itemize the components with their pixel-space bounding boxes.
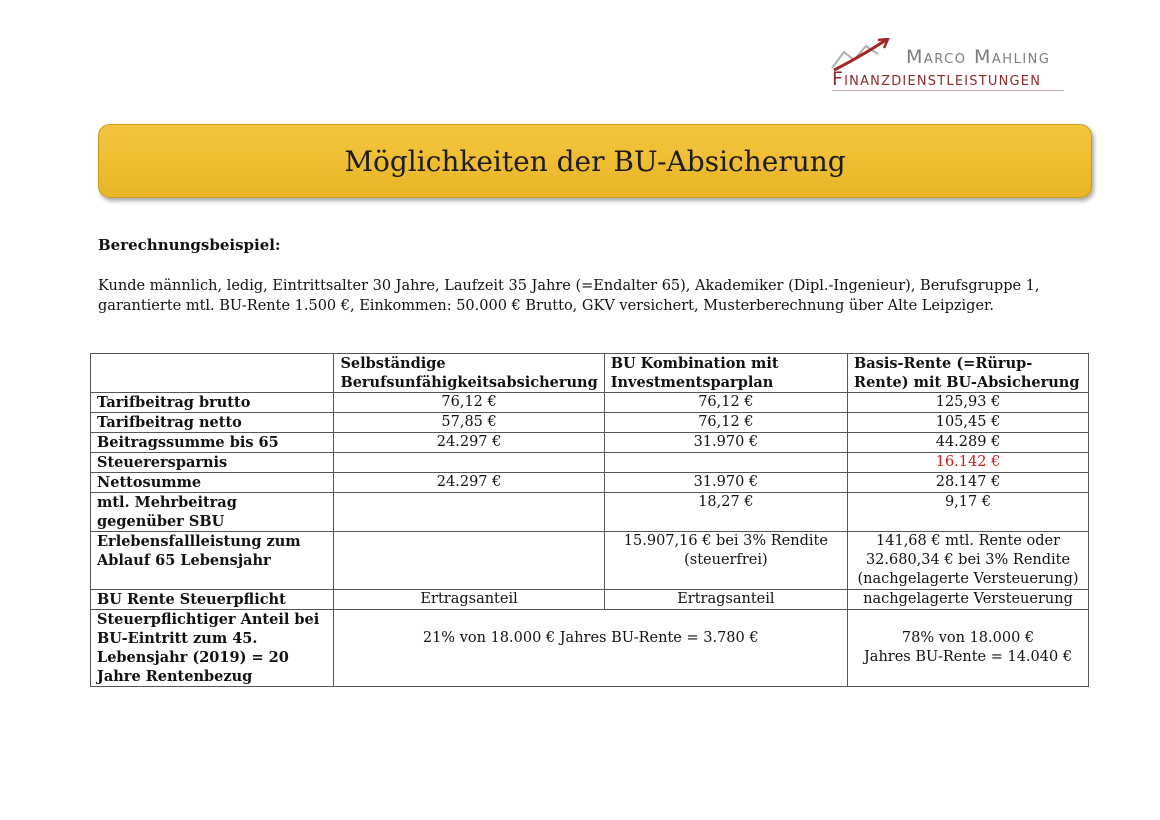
- table-row: [91, 393, 1089, 413]
- header-sbu: Selbständige Berufsunfähigkeitsabsicherung: [334, 354, 604, 393]
- cell-basis-rente: 44.289 €: [848, 433, 1089, 453]
- row-label: mtl. Mehrbeitrag gegenüber SBU: [91, 493, 334, 532]
- table-row: [91, 413, 1089, 433]
- chart-swoosh-icon: [828, 38, 900, 72]
- cell-sbu: 24.297 €: [334, 433, 604, 453]
- table-row: [91, 473, 1089, 493]
- intro-paragraph: Kunde männlich, ledig, Eintrittsalter 30 Jahre, Laufzeit 35 Jahre (=Endalter 65), Akademiker (Dipl.-Ingenieur), Berufsgruppe 1, garantierte mtl. BU-Rente 1.500 €, Einkommen: 50.000 € Brutto, GKV versichert, Musterberechnung über Alte Leipziger.: [98, 278, 1040, 314]
- table-row: [91, 433, 1089, 453]
- cell-basis-rente: 9,17 €: [848, 493, 1089, 532]
- row-label: Nettosumme: [91, 473, 334, 493]
- cell-sbu: 76,12 €: [334, 393, 604, 413]
- cell-basis-rente: 125,93 €: [848, 393, 1089, 413]
- cell-sbu: Ertragsanteil: [334, 590, 604, 610]
- table-header-row: [91, 354, 1089, 393]
- row-label: Beitragssumme bis 65: [91, 433, 334, 453]
- basis-value-line1: 78% von 18.000 €: [901, 630, 1035, 646]
- logo-underline: [832, 90, 1064, 91]
- company-logo: [828, 38, 1068, 94]
- header-cell-empty: [91, 354, 334, 393]
- cell-basis-rente-highlight: 16.142 €: [848, 453, 1089, 473]
- logo-subtitle: Finanzdienstleistungen: [832, 68, 1042, 90]
- cell-sbu: [334, 453, 604, 473]
- row-label: Erlebensfallleistung zum Ablauf 65 Lebensjahr: [91, 532, 334, 590]
- table-row: [91, 610, 1089, 687]
- cell-bu-kombination: 31.970 €: [604, 433, 847, 453]
- row-label: Tarifbeitrag netto: [91, 413, 334, 433]
- header-bu-kombination: BU Kombination mit Investmentsparplan: [604, 354, 847, 393]
- table-row: [91, 453, 1089, 473]
- logo-name: Marco Mahling: [906, 46, 1051, 68]
- cell-bu-kombination: 31.970 €: [604, 473, 847, 493]
- cell-bu-kombination: 15.907,16 € bei 3% Rendite (steuerfrei): [604, 532, 847, 590]
- basis-value-line2: Jahres BU-Rente = 14.040 €: [863, 649, 1073, 665]
- row-label: Steuerersparnis: [91, 453, 334, 473]
- cell-sbu: 24.297 €: [334, 473, 604, 493]
- page-title: Möglichkeiten der BU-Absicherung: [344, 144, 846, 178]
- table-row: [91, 590, 1089, 610]
- title-banner: [98, 124, 1092, 198]
- cell-basis-rente: [848, 610, 1089, 687]
- header-basis-rente: Basis-Rente (=Rürup-Rente) mit BU-Absicherung: [848, 354, 1089, 393]
- cell-bu-kombination: 76,12 €: [604, 413, 847, 433]
- cell-bu-kombination: 76,12 €: [604, 393, 847, 413]
- cell-bu-kombination: Ertragsanteil: [604, 590, 847, 610]
- cell-basis-rente: nachgelagerte Versteuerung: [848, 590, 1089, 610]
- cell-sbu: 57,85 €: [334, 413, 604, 433]
- cell-basis-rente: 105,45 €: [848, 413, 1089, 433]
- cell-bu-kombination: [604, 453, 847, 473]
- table-row: [91, 493, 1089, 532]
- cell-merged-sbu-kombination: 21% von 18.000 € Jahres BU-Rente = 3.780 €: [334, 610, 848, 687]
- row-label: Tarifbeitrag brutto: [91, 393, 334, 413]
- comparison-table: [90, 353, 1089, 687]
- cell-bu-kombination: 18,27 €: [604, 493, 847, 532]
- row-label: Steuerpflichtiger Anteil bei BU-Eintritt zum 45. Lebensjahr (2019) = 20 Jahre Rentenbezug: [91, 610, 334, 687]
- cell-sbu: [334, 493, 604, 532]
- table-row: [91, 532, 1089, 590]
- row-label: BU Rente Steuerpflicht: [91, 590, 334, 610]
- cell-sbu: [334, 532, 604, 590]
- section-heading: Berechnungsbeispiel:: [98, 236, 281, 254]
- cell-basis-rente: 141,68 € mtl. Rente oder 32.680,34 € bei 3% Rendite (nachgelagerte Versteuerung): [848, 532, 1089, 590]
- cell-basis-rente: 28.147 €: [848, 473, 1089, 493]
